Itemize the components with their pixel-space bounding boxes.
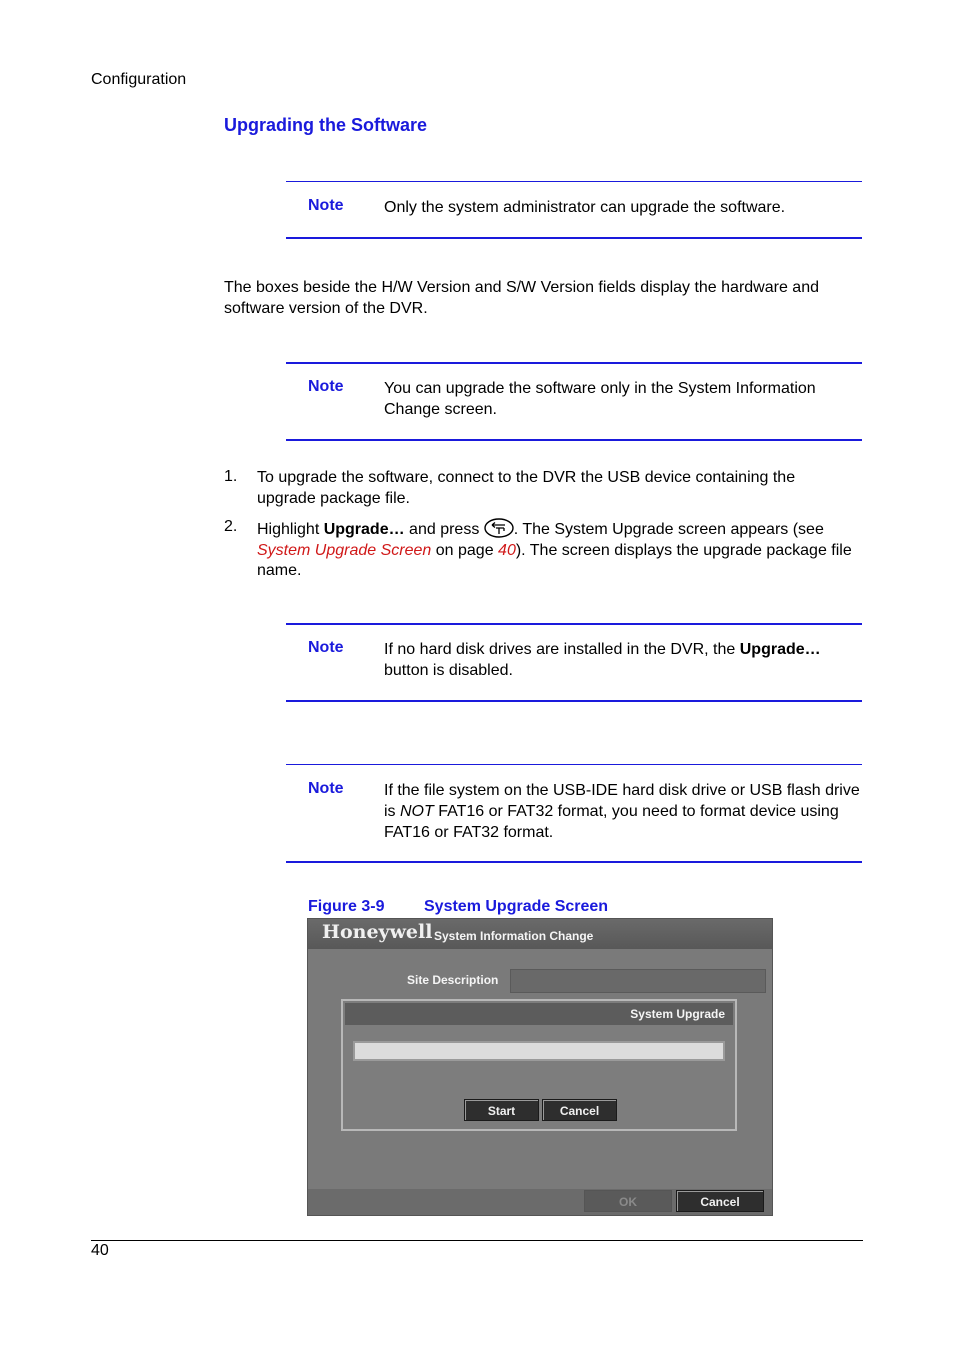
step-text-part: . The System Upgrade screen appears (see [513, 521, 824, 538]
note-text-part: If the file system on the USB-IDE hard disk drive or USB flash drive is [384, 782, 860, 820]
note-text-part: FAT16 or FAT32 format, you need to format device using FAT16 or FAT32 format. [384, 803, 839, 841]
note-text-part: button is disabled. [384, 662, 513, 679]
upgrade-file-field [353, 1041, 725, 1061]
step-text-part: ). The screen displays the upgrade package file name. [257, 541, 852, 579]
step-text-part: on page [431, 541, 499, 559]
note-rule-bottom [286, 237, 862, 239]
step-text-part: Highlight [257, 521, 324, 538]
note-rule-top [286, 623, 862, 625]
note-rule-bottom [286, 439, 862, 441]
start-button[interactable]: Start [464, 1099, 539, 1121]
screen-title-bar [308, 919, 772, 949]
dialog-title: System Upgrade [630, 1007, 725, 1021]
note-italic: NOT [400, 803, 434, 820]
dialog-cancel-button[interactable]: Cancel [542, 1099, 617, 1121]
step-text-part: and press [404, 521, 484, 538]
note-label: Note [308, 780, 344, 797]
section-title: Upgrading the Software [224, 115, 428, 135]
note-label: Note [308, 378, 344, 395]
dialog-header [345, 1003, 733, 1025]
figure-caption: System Upgrade Screen [424, 898, 609, 915]
step-number: 2. [224, 518, 238, 535]
note-label: Note [308, 197, 344, 214]
screen-title: System Information Change [434, 929, 594, 943]
running-header: Configuration [91, 71, 187, 88]
figure-number: Figure 3-9 [308, 898, 385, 915]
site-description-label: Site Description [407, 973, 499, 987]
page-number: 40 [91, 1242, 109, 1259]
note-rule-top [286, 181, 862, 182]
note-rule-bottom [286, 700, 862, 702]
note-text [384, 780, 862, 843]
cross-reference-link[interactable]: System Upgrade Screen [257, 541, 432, 559]
step-text: To upgrade the software, connect to the DVR the USB device containing the upgrade package file. [257, 469, 796, 507]
step-number: 1. [224, 468, 238, 485]
footer-rule [91, 1240, 863, 1241]
note-bold: Upgrade… [739, 641, 821, 658]
honeywell-logo: Honeywell [322, 921, 433, 943]
system-upgrade-dialog [341, 999, 737, 1131]
site-description-field[interactable] [510, 969, 766, 993]
note-rule-top [286, 362, 862, 364]
step-bold: Upgrade… [323, 521, 405, 538]
note-text-part: If no hard disk drives are installed in the DVR, the [384, 641, 740, 658]
note-text: You can upgrade the software only in the System Information Change screen. [384, 380, 816, 418]
enter-button-icon [484, 518, 514, 538]
body-paragraph: The boxes beside the H/W Version and S/W Version fields display the hardware and software version of the DVR. [224, 279, 819, 317]
note-label: Note [308, 639, 344, 656]
note-rule-top [286, 764, 862, 765]
step-text [257, 518, 857, 582]
note-rule-bottom [286, 861, 862, 863]
cancel-button[interactable]: Cancel [676, 1190, 764, 1212]
ok-button[interactable]: OK [584, 1190, 672, 1212]
system-upgrade-screenshot [307, 918, 773, 1216]
note-text: Only the system administrator can upgrade the software. [384, 199, 786, 216]
page-reference-link[interactable]: 40 [498, 541, 516, 559]
note-text [384, 639, 862, 681]
